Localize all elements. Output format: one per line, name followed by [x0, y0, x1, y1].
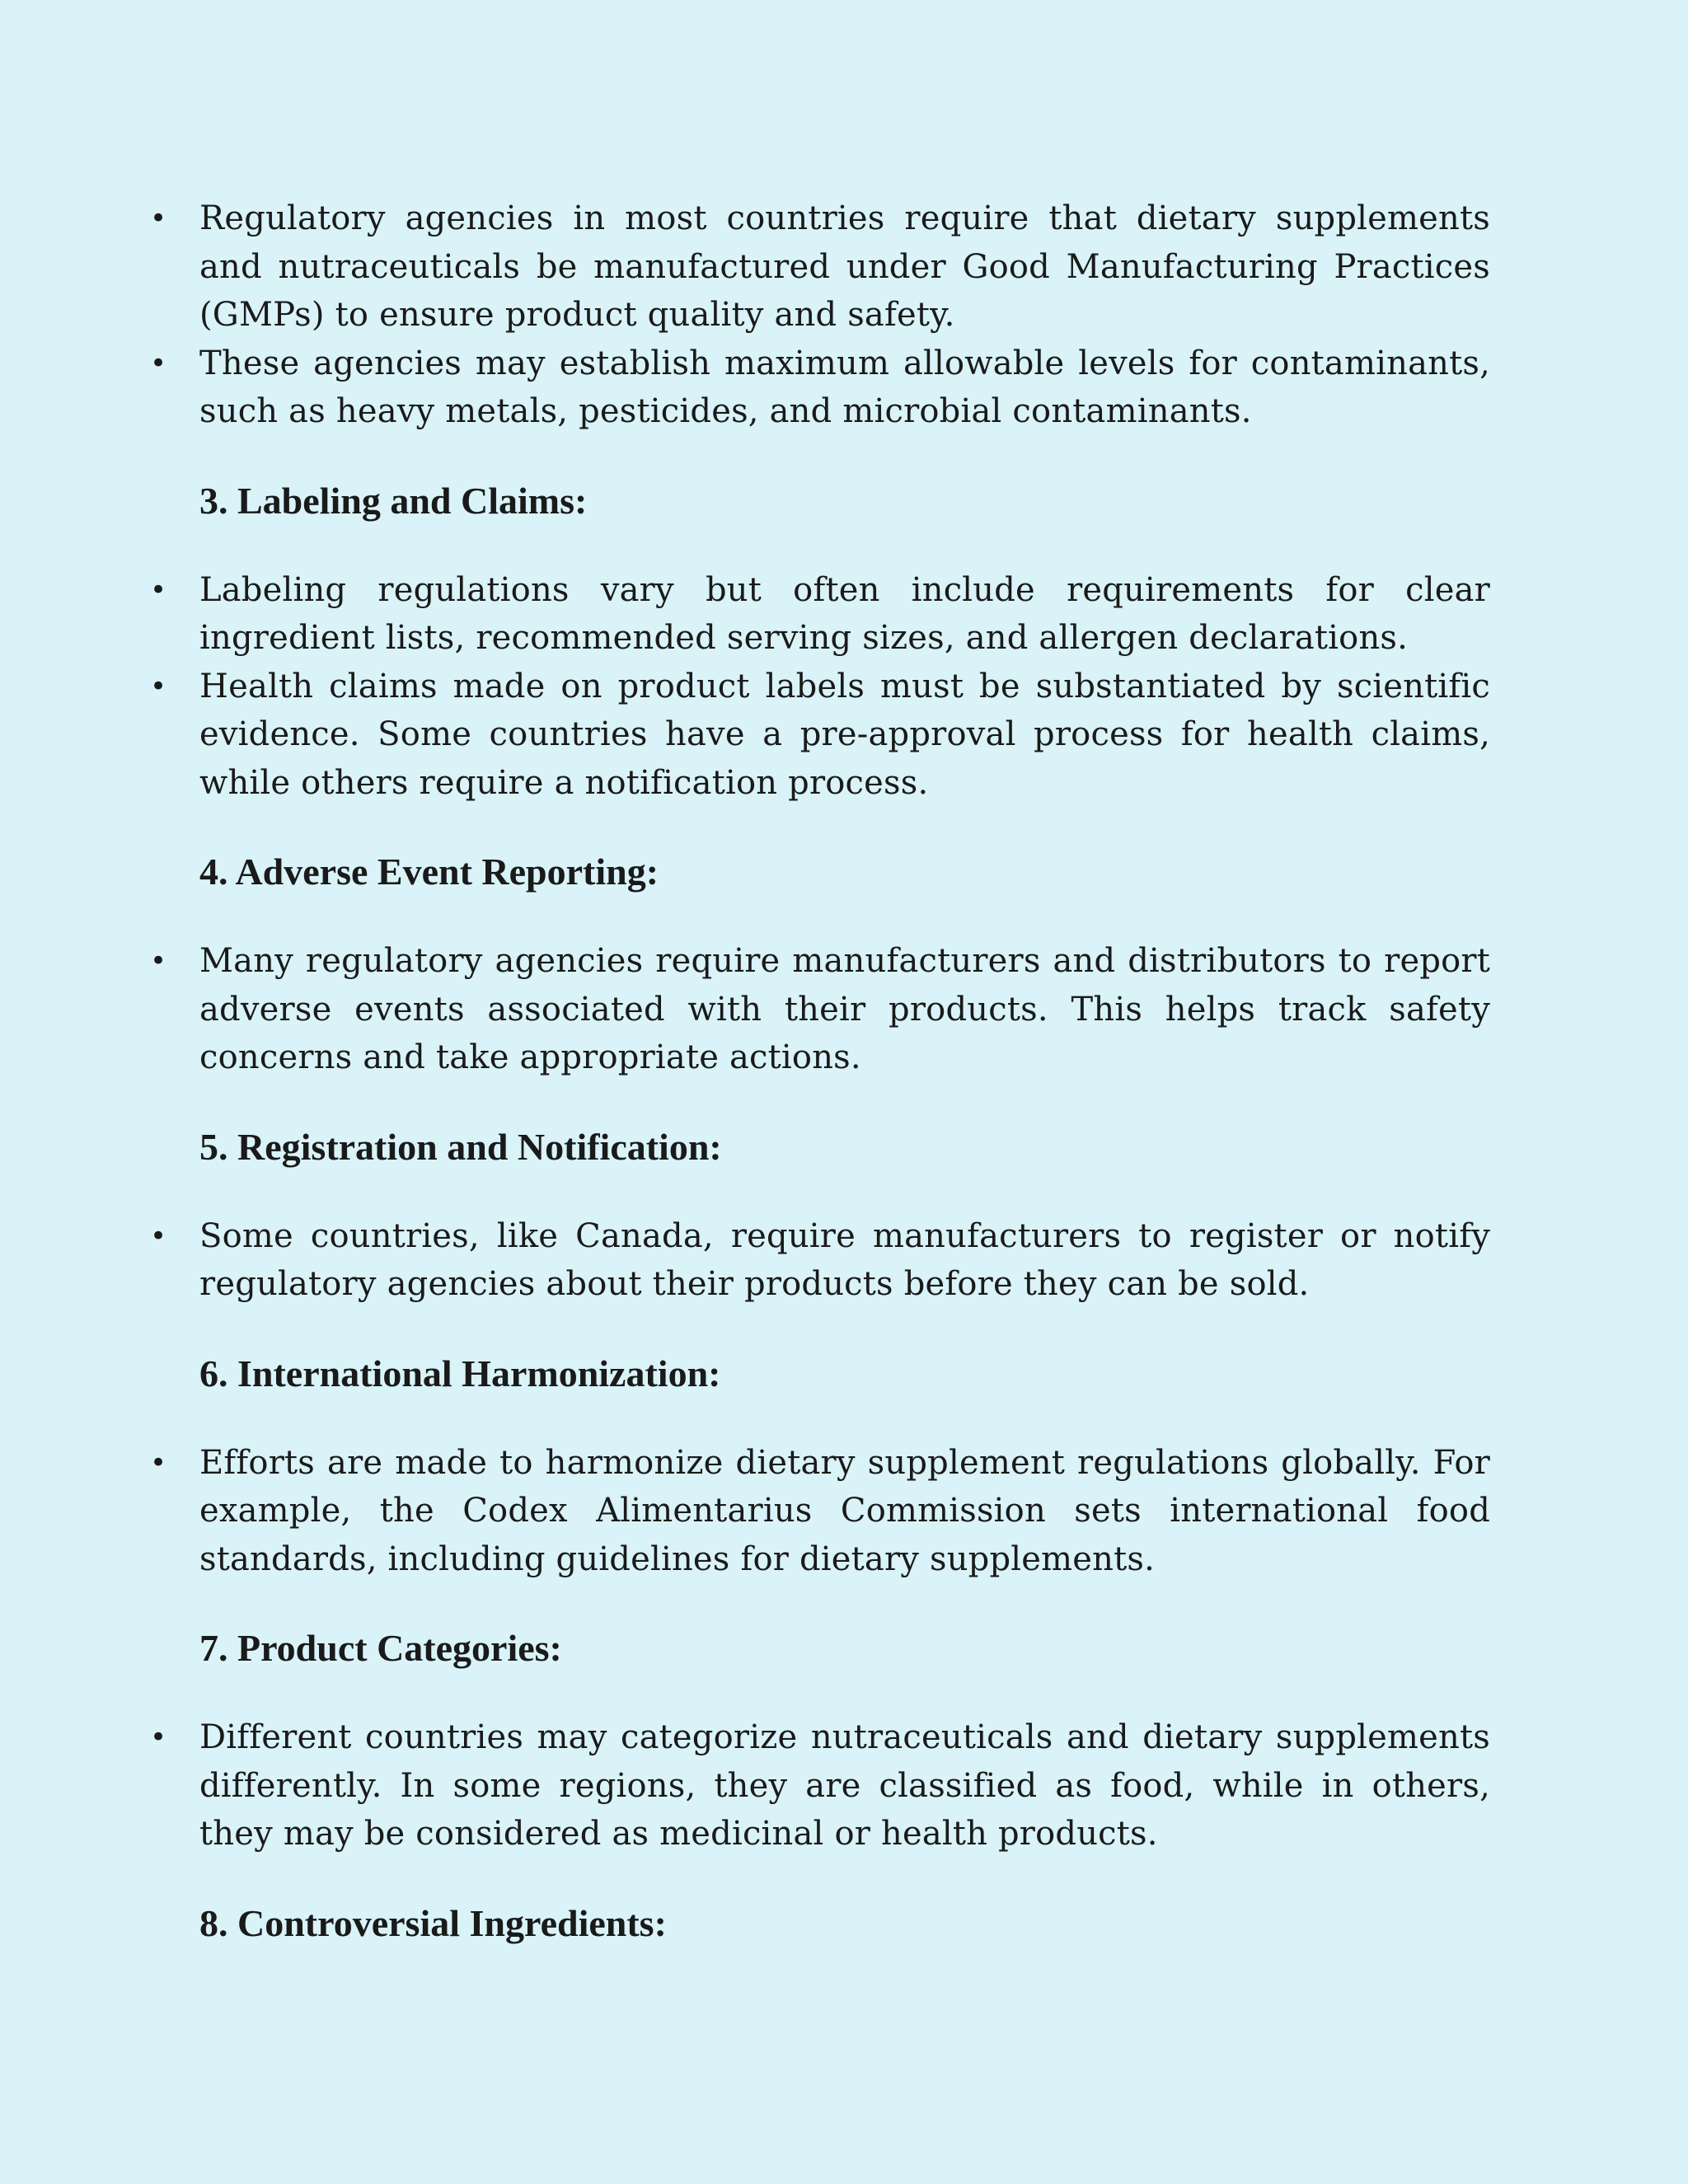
list-item: [150, 566, 1490, 663]
list-item-text: Regulatory agencies in most countries require that dietary supplements and nutraceuticals be manufactured under Good Manufacturing Practices (GMPs) to ensure product quality and safety.: [199, 199, 1490, 334]
list-item-text: Different countries may categorize nutraceuticals and dietary supplements differently. In some regions, they are classified as food, while in others, they may be considered as medicinal or health products.: [199, 1718, 1490, 1853]
section-bullet-list: [150, 566, 1490, 808]
list-item: [150, 1713, 1490, 1858]
section-bullet-list: [150, 937, 1490, 1082]
section-bullet-list: [150, 1212, 1490, 1309]
section-heading-labeling-and-claims: 3. Labeling and Claims:: [199, 479, 588, 522]
list-item: [150, 663, 1490, 808]
section-bullet-list: [150, 1713, 1490, 1858]
bullet-icon: •: [150, 1219, 167, 1253]
list-item: [150, 194, 1490, 340]
bullet-icon: •: [150, 669, 167, 703]
list-item: [150, 1212, 1490, 1309]
list-item: [150, 340, 1490, 436]
section-bullet-list: [150, 1439, 1490, 1584]
list-item: [150, 1439, 1490, 1584]
section-heading-adverse-event-reporting: 4. Adverse Event Reporting:: [199, 851, 659, 893]
list-item: [150, 937, 1490, 1082]
list-item-text: Some countries, like Canada, require manufacturers to register or notify regulatory agencies about their products before they can be sold.: [199, 1216, 1490, 1303]
section-heading-controversial-ingredients: 8. Controversial Ingredients:: [199, 1901, 667, 1944]
bullet-icon: •: [150, 202, 167, 235]
section-heading-international-harmonization: 6. International Harmonization:: [199, 1352, 721, 1394]
bullet-icon: •: [150, 944, 167, 977]
section-heading-registration-and-notification: 5. Registration and Notification:: [199, 1125, 722, 1168]
bullet-icon: •: [150, 573, 167, 607]
bullet-icon: •: [150, 1446, 167, 1479]
section-heading-product-categories: 7. Product Categories:: [199, 1627, 562, 1669]
list-item-text: Many regulatory agencies require manufacturers and distributors to report adverse events associated with their products. This helps track safety concerns and take appropriate actions.: [199, 942, 1490, 1076]
list-item-text: Health claims made on product labels must be substantiated by scientific evidence. Some countries have a pre-approval process for health claims, while others require a notification process.: [199, 667, 1490, 802]
document-body: [150, 194, 1490, 1947]
list-item-text: Labeling regulations vary but often include requirements for clear ingredient lists, recommended serving sizes, and allergen declarations.: [199, 570, 1490, 657]
list-item-text: These agencies may establish maximum allowable levels for contaminants, such as heavy metals, pesticides, and microbial contaminants.: [199, 344, 1490, 430]
list-item-text: Efforts are made to harmonize dietary supplement regulations globally. For example, the Codex Alimentarius Commission sets international food standards, including guidelines for dietary supplements.: [199, 1443, 1490, 1578]
bullet-icon: •: [150, 1721, 167, 1754]
bullet-icon: •: [150, 346, 167, 380]
intro-bullet-list: [150, 194, 1490, 436]
